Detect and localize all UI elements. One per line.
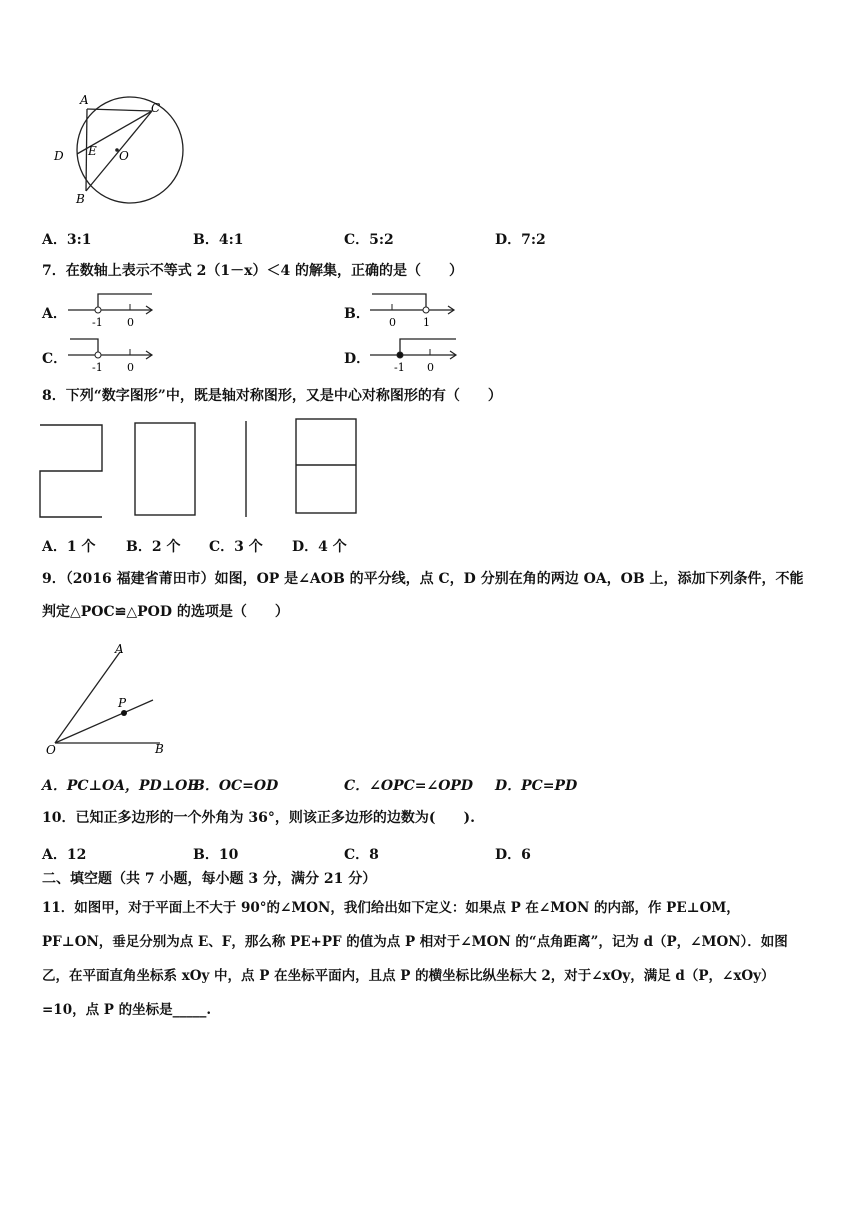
q10-stem: 10．已知正多边形的一个外角为 36°，则该正多边形的边数为( ). <box>42 810 475 826</box>
label-B: B <box>76 192 85 206</box>
q10-option-b: B．10 <box>193 847 239 863</box>
numberline-d <box>368 335 460 375</box>
q8-option-c: C．3 个 <box>209 539 263 555</box>
angle-figure <box>40 640 180 760</box>
q9-stem-line2: 判定△POC≌△POD 的选项是（ ） <box>42 604 289 620</box>
q6-option-d: D．7:2 <box>495 232 546 248</box>
tick-b-2: 1 <box>423 316 430 329</box>
label-D: D <box>54 149 64 163</box>
q6-option-a: A．3:1 <box>42 232 92 248</box>
q7-letter-c: C． <box>42 351 68 367</box>
tick-d-2: 0 <box>427 361 434 374</box>
circle-figure <box>40 90 210 210</box>
q10-option-a: A．12 <box>42 847 87 863</box>
digit-2 <box>40 425 102 517</box>
label-O: O <box>46 743 56 757</box>
section-2-title: 二、填空题（共 7 小题，每小题 3 分，满分 21 分） <box>42 871 377 887</box>
digit-figures-2018 <box>38 415 368 523</box>
q6-option-c: C．5:2 <box>344 232 394 248</box>
q6-option-b: B．4:1 <box>193 232 244 248</box>
q9-option-b: B．OC=OD <box>193 778 279 794</box>
tick-d-1: -1 <box>394 361 405 374</box>
q11-line4: =10，点 P 的坐标是_____. <box>42 1002 212 1018</box>
q8-option-d: D．4 个 <box>292 539 347 555</box>
q8-option-a: A．1 个 <box>42 539 96 555</box>
q8-option-b: B．2 个 <box>126 539 181 555</box>
q7-stem: 7．在数轴上表示不等式 2（1－x）＜4 的解集，正确的是（ ） <box>42 263 464 279</box>
digit-0 <box>135 423 195 515</box>
point-P <box>121 710 127 716</box>
q7-letter-a: A． <box>42 306 67 322</box>
numberline-a <box>66 290 156 330</box>
label-P: P <box>118 696 127 710</box>
q8-stem: 8．下列“数字图形”中，既是轴对称图形，又是中心对称图形的有（ ） <box>42 388 502 404</box>
q9-option-a: A．PC⊥OA，PD⊥OB <box>42 778 200 794</box>
label-A: A <box>80 93 89 107</box>
label-B: B <box>155 742 164 756</box>
numberline-c <box>66 335 156 375</box>
tick-c-1: -1 <box>92 361 103 374</box>
numberline-b <box>368 290 458 330</box>
digit-8-outer <box>296 419 356 513</box>
label-A: A <box>115 642 124 656</box>
tick-a-1: -1 <box>92 316 103 329</box>
label-C: C <box>151 101 161 115</box>
q9-option-c: C．∠OPC=∠OPD <box>344 778 474 794</box>
q11-line2: PF⊥ON，垂足分别为点 E、F，那么称 PE+PF 的值为点 P 相对于∠MON 的“点角距离”，记为 d（P，∠MON）．如图 <box>42 934 788 950</box>
label-O: O <box>119 149 129 163</box>
q10-option-d: D．6 <box>495 847 531 863</box>
chord-AC <box>87 109 152 111</box>
q9-stem-line1: 9．（2016 福建省莆田市）如图，OP 是∠AOB 的平分线，点 C，D 分别在角的两边 OA，OB 上，添加下列条件，不能 <box>42 571 804 587</box>
tick-a-2: 0 <box>127 316 134 329</box>
label-E: E <box>88 144 97 158</box>
tick-b-1: 0 <box>389 316 396 329</box>
q7-letter-d: D． <box>344 351 371 367</box>
q10-option-c: C．8 <box>344 847 379 863</box>
tick-c-2: 0 <box>127 361 134 374</box>
q11-line1: 11．如图甲，对于平面上不大于 90°的∠MON，我们给出如下定义：如果点 P 在∠MON 的内部，作 PE⊥OM， <box>42 900 740 916</box>
q11-line3: 乙，在平面直角坐标系 xOy 中，点 P 在坐标平面内，且点 P 的横坐标比纵坐标大 2，对于∠xOy，满足 d（P，∠xOy） <box>42 968 775 984</box>
q7-letter-b: B． <box>344 306 370 322</box>
q9-option-d: D．PC=PD <box>495 778 578 794</box>
